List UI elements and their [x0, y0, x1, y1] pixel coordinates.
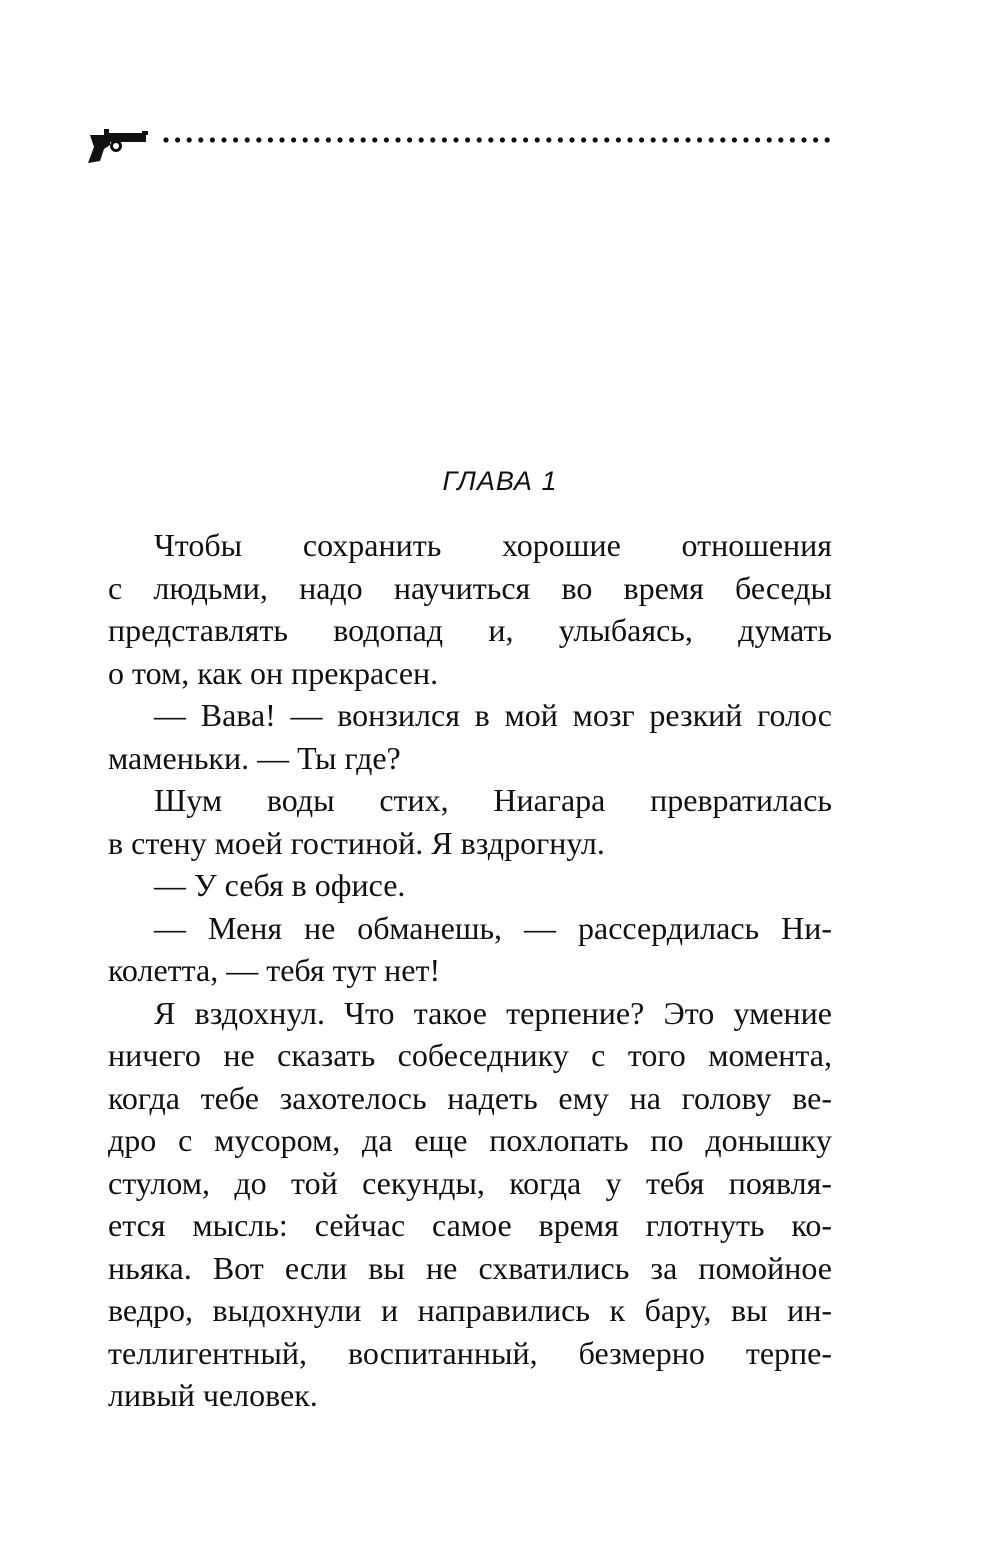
divider-dot	[361, 137, 366, 142]
divider-dot	[535, 137, 540, 142]
divider-dot	[430, 137, 435, 142]
divider-dot	[755, 137, 760, 142]
divider-dot	[465, 137, 470, 142]
text-line: — У себя в офисе.	[154, 867, 406, 903]
divider-dot	[163, 137, 168, 142]
divider-dot	[419, 137, 424, 142]
divider-dot	[651, 137, 656, 142]
divider-dot	[662, 137, 667, 142]
divider-dot	[175, 137, 180, 142]
divider-dot	[326, 137, 331, 142]
divider-dot	[372, 137, 377, 142]
divider-dot	[581, 137, 586, 142]
divider-dot	[569, 137, 574, 142]
divider-dot	[407, 137, 412, 142]
text-line: маменьки. — Ты где?	[108, 739, 401, 776]
chapter-text	[108, 524, 832, 1417]
text-line: о том, как он прекрасен.	[108, 654, 439, 691]
chapter-title: ГЛАВА 1	[442, 466, 558, 496]
divider-dot	[523, 137, 528, 142]
text-line: стулом, до той секунды, когда у тебя появля-	[108, 1164, 832, 1201]
divider-dot	[813, 137, 818, 142]
divider-dot	[639, 137, 644, 142]
text-line: — Меня не обманешь, — рассердилась Ни-	[154, 909, 832, 946]
text-line: теллигентный, воспитанный, безмерно терпе-	[108, 1334, 832, 1371]
divider-dot	[767, 137, 772, 142]
divider-dot	[198, 137, 203, 142]
text-line: ничего не сказать собеседнику с того момента,	[108, 1037, 832, 1073]
text-line: представлять водопад и, улыбаясь, думать	[108, 612, 832, 648]
divider-dot	[187, 137, 192, 142]
divider-dot	[395, 137, 400, 142]
divider-dot	[477, 137, 482, 142]
divider-dot	[825, 137, 830, 142]
text-line: Шум воды стих, Ниагара превратилась	[154, 782, 832, 818]
divider-dot	[303, 137, 308, 142]
divider-dot	[233, 137, 238, 142]
divider-dot	[732, 137, 737, 142]
divider-dot	[685, 137, 690, 142]
divider-dot	[627, 137, 632, 142]
divider-dot	[558, 137, 563, 142]
text-line: ньяка. Вот если вы не схватились за помойное	[108, 1249, 832, 1286]
divider-dot	[593, 137, 598, 142]
divider-dot	[743, 137, 748, 142]
divider-dot	[778, 137, 783, 142]
divider-dot	[337, 137, 342, 142]
divider-dot	[488, 137, 493, 142]
divider-dot	[384, 137, 389, 142]
divider-dot	[604, 137, 609, 142]
divider-dot	[221, 137, 226, 142]
text-line: дро с мусором, да еще похлопать по донышку	[108, 1122, 832, 1158]
text-line: в стену моей гостиной. Я вздрогнул.	[108, 824, 605, 861]
text-line: ведро, выдохнули и направились к бару, вы ин-	[108, 1292, 832, 1328]
paragraph	[108, 779, 832, 864]
text-line: — Вава! — вонзился в мой мозг резкий голос	[154, 697, 832, 733]
paragraph	[108, 864, 832, 907]
text-line: Чтобы сохранить хорошие отношения	[154, 527, 832, 563]
divider-dot	[709, 137, 714, 142]
divider-dot	[801, 137, 806, 142]
paragraph	[108, 992, 832, 1417]
text-line: с людьми, надо научиться во время беседы	[108, 569, 832, 606]
divider-dot	[453, 137, 458, 142]
divider-dot	[349, 137, 354, 142]
paragraph	[108, 524, 832, 694]
divider-dot	[616, 137, 621, 142]
divider-dot	[500, 137, 505, 142]
divider-dot	[314, 137, 319, 142]
divider-dot	[256, 137, 261, 142]
text-line: ливый человек.	[108, 1377, 318, 1413]
divider-dot	[268, 137, 273, 142]
text-line: ется мысль: сейчас самое время глотнуть ко-	[108, 1207, 832, 1243]
divider-dot	[790, 137, 795, 142]
text-line: колетта, — тебя тут нет!	[108, 952, 441, 988]
divider-dot	[720, 137, 725, 142]
dotted-divider	[163, 137, 829, 142]
divider-dot	[674, 137, 679, 142]
divider-dot	[442, 137, 447, 142]
text-line: Я вздохнул. Что такое терпение? Это умение	[154, 994, 832, 1031]
divider-dot	[546, 137, 551, 142]
divider-dot	[697, 137, 702, 142]
paragraph	[108, 907, 832, 992]
header-rule	[86, 125, 846, 165]
paragraph	[108, 694, 832, 779]
divider-dot	[291, 137, 296, 142]
divider-dot	[511, 137, 516, 142]
divider-dot	[245, 137, 250, 142]
divider-dot	[210, 137, 215, 142]
text-line: когда тебе захотелось надеть ему на голову ве-	[108, 1079, 832, 1116]
revolver-icon	[88, 129, 148, 163]
divider-dot	[279, 137, 284, 142]
